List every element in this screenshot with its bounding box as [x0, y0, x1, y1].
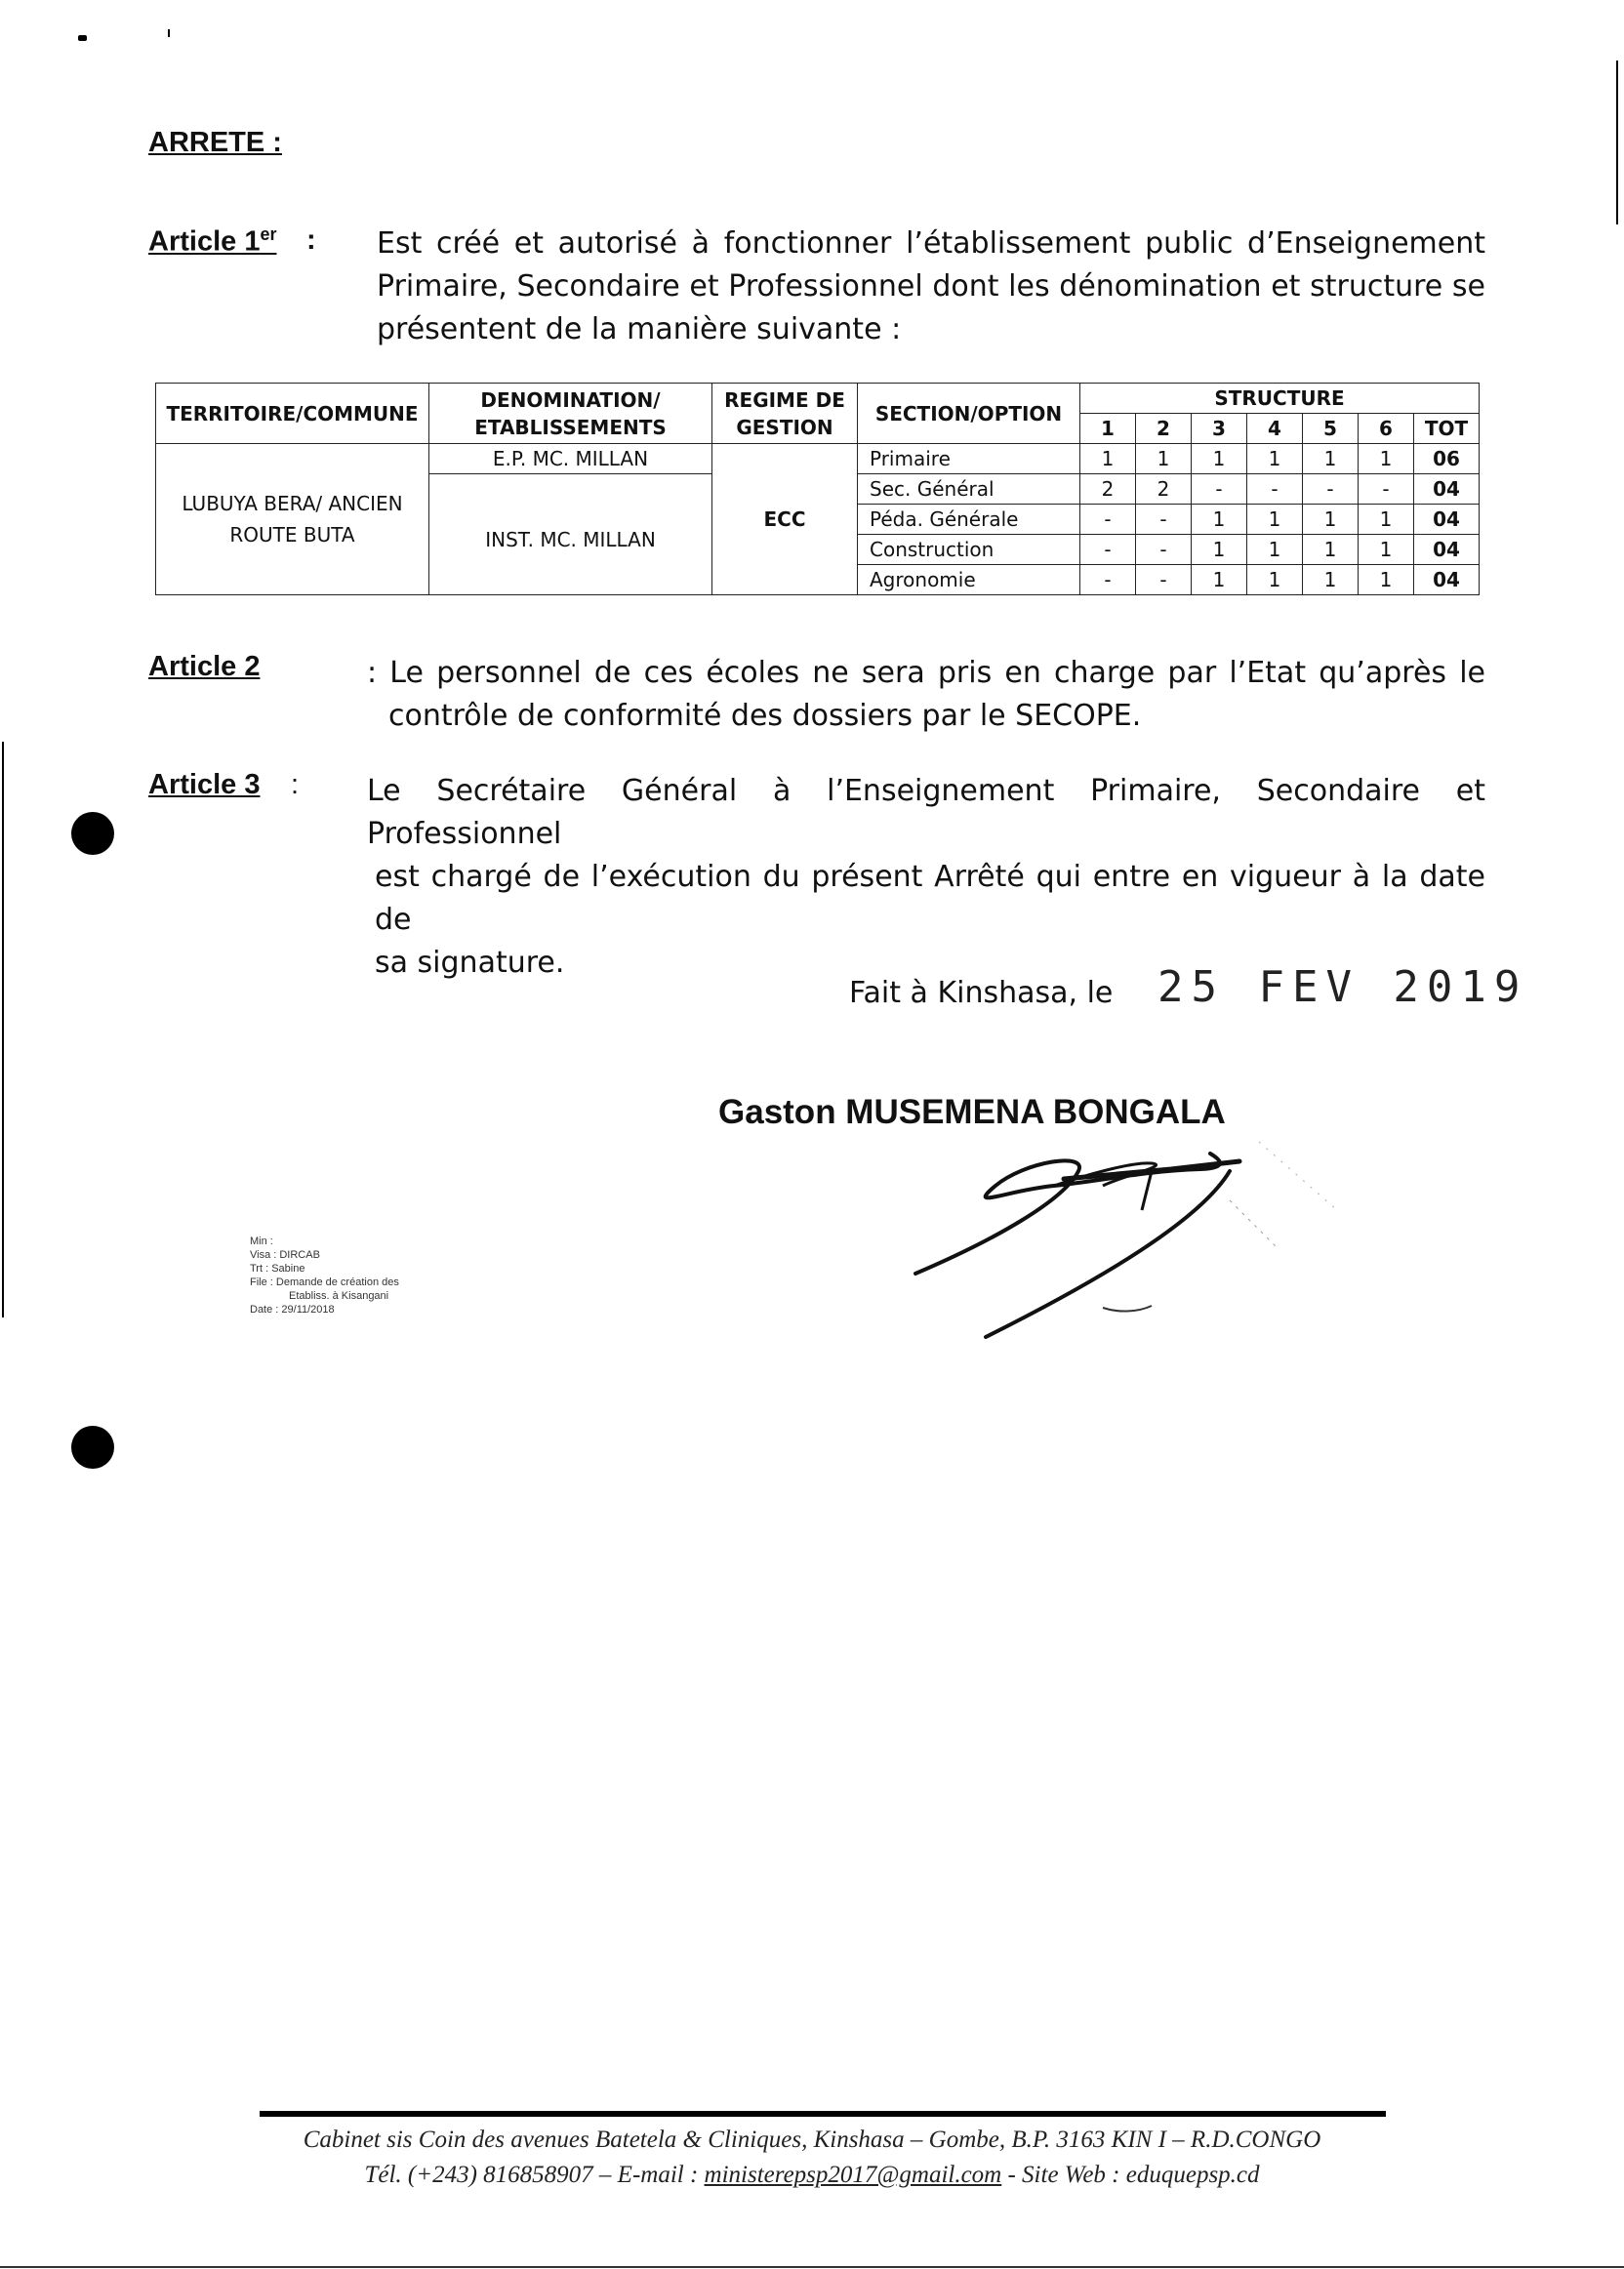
cell-total: 04 — [1414, 474, 1480, 505]
cell-total: 06 — [1414, 444, 1480, 474]
cell-value: - — [1192, 474, 1247, 505]
cell-value: 1 — [1359, 535, 1414, 565]
cell-total: 04 — [1414, 565, 1480, 595]
cell-value: 1 — [1359, 444, 1414, 474]
cell-section: Sec. Général — [858, 474, 1080, 505]
header-structure: STRUCTURE — [1080, 384, 1480, 414]
footer-site: - Site Web : eduquepsp.cd — [1001, 2162, 1260, 2188]
header-col: 1 — [1080, 414, 1136, 444]
article-2-line — [367, 652, 1485, 695]
meta-file: File : Demande de création des — [250, 1276, 399, 1288]
table-row — [156, 444, 1480, 474]
cell-value: 1 — [1303, 565, 1359, 595]
cell-value: 1 — [1247, 505, 1303, 535]
cell-territoire: LUBUYA BERA/ ANCIEN ROUTE BUTA — [156, 444, 429, 595]
cell-value: - — [1080, 505, 1136, 535]
article-2-line2: contrôle de conformité des dossiers par le SECOPE. — [388, 699, 1142, 733]
article-3-line: Le Secrétaire Général à l’Enseignement Primaire, Secondaire et Professionnel — [367, 774, 1485, 851]
article-1-label — [148, 224, 276, 259]
footer-phone: Tél. (+243) 816858907 – E-mail : — [364, 2162, 699, 2188]
header-col: 3 — [1192, 414, 1247, 444]
cell-value: 1 — [1359, 565, 1414, 595]
meta-trt: Trt : Sabine — [250, 1263, 305, 1275]
cell-section: Agronomie — [858, 565, 1080, 595]
footer-email-link[interactable]: ministerepsp2017@gmail.com — [704, 2162, 1002, 2188]
header-section: SECTION/OPTION — [858, 384, 1080, 444]
place-date-label: Fait à Kinshasa, le — [849, 976, 1114, 1010]
cell-value: - — [1359, 474, 1414, 505]
cell-value: - — [1247, 474, 1303, 505]
footer-line-2 — [195, 2158, 1429, 2193]
cell-value: 1 — [1080, 444, 1136, 474]
article-3-line: sa signature. — [375, 946, 565, 980]
cell-value: 1 — [1192, 535, 1247, 565]
article-1-label-text: Article 1 — [148, 225, 261, 258]
signatory-name: Gaston MUSEMENA BONGALA — [718, 1093, 1226, 1131]
article-3-text — [367, 770, 1485, 985]
cell-section: Péda. Générale — [858, 505, 1080, 535]
meta-visa: Visa : DIRCAB — [250, 1249, 320, 1261]
cell-value: 1 — [1192, 444, 1247, 474]
footer-line-1: Cabinet sis Coin des avenues Batetela & Cliniques, Kinshasa – Gombe, B.P. 3163 KIN I – R.D.CONGO — [303, 2127, 1321, 2153]
cell-etablissement: E.P. MC. MILLAN — [429, 444, 712, 474]
scan-mark — [168, 29, 170, 37]
scan-mark — [78, 35, 87, 41]
header-col: TOT — [1414, 414, 1480, 444]
article-1-line: Primaire, Secondaire et Professionnel dont les dénomination et structure se — [377, 269, 1485, 304]
page-edge-line — [2, 742, 4, 1317]
header-denomination: DENOMINATION/ ETABLISSEMENTS — [429, 384, 712, 444]
page-edge-line — [1616, 61, 1618, 224]
cell-value: - — [1080, 565, 1136, 595]
article-3-line: est chargé de l’exécution du présent Arrêté qui entre en vigueur à la date de — [375, 860, 1485, 937]
article-2-text — [367, 652, 1485, 738]
header-col: 2 — [1136, 414, 1192, 444]
cell-total: 04 — [1414, 535, 1480, 565]
cell-value: 1 — [1192, 505, 1247, 535]
cell-value: 1 — [1303, 505, 1359, 535]
meta-file-cont: Etabliss. à Kisangani — [289, 1290, 389, 1302]
cell-value: - — [1136, 505, 1192, 535]
signature-icon — [908, 1132, 1376, 1366]
article-1-text — [377, 223, 1485, 351]
cell-value: 2 — [1136, 474, 1192, 505]
header-regime: REGIME DE GESTION — [712, 384, 858, 444]
article-2-colon: : — [367, 656, 378, 690]
punch-hole — [71, 1426, 114, 1469]
article-2-label: Article 2 — [148, 651, 261, 682]
meta-min: Min : — [250, 1236, 273, 1247]
page-title: ARRETE : — [148, 127, 282, 158]
article-2-line1: Le personnel de ces écoles ne sera pris en charge par l’Etat qu’après le — [389, 656, 1485, 690]
cell-value: 1 — [1359, 505, 1414, 535]
header-col: 6 — [1359, 414, 1414, 444]
footer-divider — [260, 2111, 1386, 2117]
meta-date: Date : 29/11/2018 — [250, 1304, 335, 1316]
page-bottom-line — [0, 2266, 1624, 2268]
punch-hole — [71, 812, 114, 855]
cell-etablissement: INST. MC. MILLAN — [429, 474, 712, 595]
cell-value: 1 — [1247, 535, 1303, 565]
cell-value: 2 — [1080, 474, 1136, 505]
header-col: 5 — [1303, 414, 1359, 444]
structure-table — [155, 383, 1480, 595]
cell-section: Primaire — [858, 444, 1080, 474]
article-3-colon: : — [291, 769, 300, 800]
cell-value: - — [1080, 535, 1136, 565]
article-1-label-sup: er — [260, 224, 277, 244]
cell-value: 1 — [1303, 444, 1359, 474]
cell-regime: ECC — [712, 444, 858, 595]
header-territoire: TERRITOIRE/COMMUNE — [156, 384, 429, 444]
cell-value: 1 — [1136, 444, 1192, 474]
footer-address — [195, 2123, 1429, 2193]
cell-value: - — [1303, 474, 1359, 505]
stamped-date: 25 FEV 2019 — [1157, 962, 1528, 1012]
article-1-line: présentent de la manière suivante : — [377, 312, 902, 346]
cell-value: 1 — [1247, 444, 1303, 474]
cell-value: 1 — [1247, 565, 1303, 595]
cell-total: 04 — [1414, 505, 1480, 535]
cell-section: Construction — [858, 535, 1080, 565]
article-1-line: Est créé et autorisé à fonctionner l’établissement public d’Enseignement — [377, 226, 1485, 261]
routing-metadata — [250, 1235, 399, 1317]
cell-value: - — [1136, 565, 1192, 595]
header-col: 4 — [1247, 414, 1303, 444]
article-3-label: Article 3 — [148, 769, 261, 800]
cell-value: - — [1136, 535, 1192, 565]
cell-value: 1 — [1303, 535, 1359, 565]
cell-value: 1 — [1192, 565, 1247, 595]
article-1-colon: : — [306, 224, 316, 256]
